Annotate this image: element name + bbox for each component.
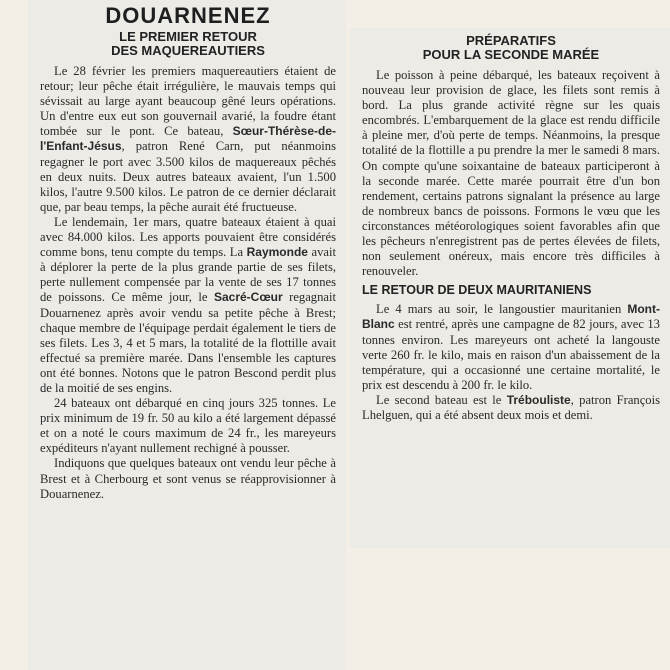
text-span: , patron François Lhelguen, qui a été absent deux mois et demi. xyxy=(362,392,660,422)
section-subhead: LE RETOUR DE DEUX MAURITANIENS xyxy=(362,283,592,298)
text-span: avait à déplorer la perte de la plus grande partie de ses filets, perte nullement compensée par la vente de ses 17 tonnes de poissons. Ce même jour, le xyxy=(40,245,337,305)
headline-line-2: DES MAQUEREAUTIERS xyxy=(111,43,265,58)
headline-line-1: LE PREMIER RETOUR xyxy=(119,29,257,44)
text-span: Le second bateau est le xyxy=(376,392,502,407)
masthead-title: DOUARNENEZ xyxy=(105,3,271,28)
text-span: regagnait Douarnenez après avoir vendu sa petite pêche à Brest; chaque membre de l'équipage perdait également le tiers de ses filets. Les 3, 4 et 5 mars, la totalité de la flottille avait effectué sa première marée. Dans l'ensemble les captures ont été bonnes. Notons que le patron Bescond perdit plus de la moitié de ses engins. xyxy=(40,290,336,395)
article-headline xyxy=(40,30,336,58)
paragraph-1 xyxy=(40,64,336,215)
left-column-clipping xyxy=(28,0,346,670)
right-column-clipping xyxy=(350,28,670,548)
text-span: , patron René Carn, put néanmoins regagner le port avec 3.500 kilos de maquereaux pêchés en deux nuits. Deux autres bateaux avaient, l'un 1.500 kilos, l'autre 9.500 kilos. Le patron de ce dernier déclarait que, par beau temps, la pêche aurait été fructueuse. xyxy=(40,139,336,214)
paragraph-3: 24 bateaux ont débarqué en cinq jours 325 tonnes. Le prix minimum de 19 fr. 50 au kilo a été largement dépassé et on a noté le cours maximum de 24 fr., les mareyeurs expéditeurs n'ayant nullement rechigné à pousser. xyxy=(40,396,336,456)
boat-name: Sacré-Cœur xyxy=(213,290,283,305)
paragraph-2 xyxy=(40,215,336,396)
paragraph-1: Le poisson à peine débarqué, les bateaux reçoivent à nouveau leur provision de glace, les filets sont remis à bord. La plus grande activité règne sur les quais encombrés. L'embarquement de la glace est rendu difficile à pleine mer, d'où perte de temps. Néanmoins, la presque totalité de la flottille a pu prendre la mer le samedi 8 mars. On compte qu'une soixantaine de bateaux participeront à la seconde marée. Cette marée pourrait être d'un bon rendement, certains patrons signalant la présence au large de nombreux bancs de poissons. Formons le vœu que les circonstances météorologiques soient favorables afin que les pêcheurs n'enregistrent pas de pertes élevées de filets, non seulement onéreux, mais encore très difficiles à renouveler. xyxy=(362,68,660,279)
paragraph-3 xyxy=(362,393,660,423)
text-span: Le 4 mars au soir, le langoustier mauritanien xyxy=(376,302,622,317)
headline-line-2: POUR LA SECONDE MARÉE xyxy=(422,47,600,62)
text-span: Le 28 février les premiers maquereautiers étaient de retour; leur pêche était irrégulière, le mauvais temps qui sévissait au large ayant beaucoup gêné leurs opérations. Un d'entre eux eut son gouvernail avarié, la foudre étant tombée sur le pont. Ce bateau, xyxy=(40,64,336,139)
text-span: est rentré, après une campagne de 82 jours, avec 13 tonnes environ. Les mareyeurs ont acheté la langouste verte 260 fr. le kilo, mais en raison d'un abaissement de la température, qui a occasionné une certaine mortalité, le prix est descendu à 200 fr. le kilo. xyxy=(362,317,660,392)
boat-name: Trébouliste xyxy=(506,392,571,407)
article-headline xyxy=(362,34,660,62)
boat-name: Mont-Blanc xyxy=(362,302,660,332)
boat-name: Raymonde xyxy=(246,245,308,260)
paragraph-4: Indiquons que quelques bateaux ont vendu leur pêche à Brest et à Cherbourg et sont venus se réapprovisionner à Douarnenez. xyxy=(40,456,336,501)
paragraph-2 xyxy=(362,302,660,393)
headline-line-1: PRÉPARATIFS xyxy=(466,33,556,48)
boat-name: Sœur-Thérèse-de-l'Enfant-Jésus xyxy=(40,124,336,154)
text-span: Le lendemain, 1er mars, quatre bateaux étaient à quai avec 84.000 kilos. Les apports pouvaient être considérés comme bons, tenu compte du temps. La xyxy=(40,214,336,260)
